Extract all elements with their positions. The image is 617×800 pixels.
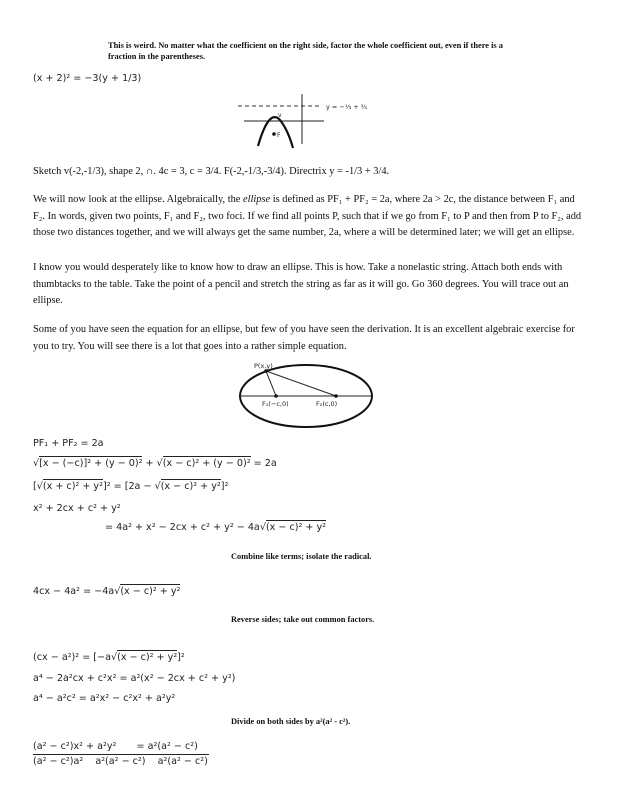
eq2-radicand-1: [x − (−c)]² + (y − 0)²	[39, 458, 143, 469]
intro-note: This is weird. No matter what the coefficient on the right side, factor the whole coefficient out, even if there is a fraction in the parentheses.	[108, 41, 503, 61]
note-divide-both-sides: Divide on both sides by a²(a² - c²).	[231, 717, 351, 726]
p1-text-b: is defined as PF₁ + PF₂ = 2a, where 2a > 2c, the distance between F₁ and F₂. In words, given two points, F₁ and F₂, two foci. If we find all points P, such that if we go from F₁ to P and then from P to F₂, add those two distances together, and we will always get the same number, 2a, where a will be determined later; we will get an ellipse.	[33, 194, 582, 239]
eq3-mid: ]² = [2a −	[102, 481, 152, 492]
equation-10-numerators	[33, 741, 209, 755]
equation-6: 4cx − 4a² = −4a√(x − c)² + y²	[33, 586, 181, 597]
eq2-radicand-2: (x − c)² + (y − 0)²	[162, 458, 251, 469]
equation-4: x² + 2cx + c² + y²	[33, 503, 121, 514]
equation-8: a⁴ − 2a²cx + c²x² = a²(x² − 2cx + c² + y²)	[33, 673, 236, 684]
vertex-label: v	[278, 112, 282, 119]
parabola-sketch	[236, 94, 386, 152]
equation-7: (cx − a²)² = [−a√(x − c)² + y²]²	[33, 652, 185, 663]
equation-10-denominators	[33, 756, 208, 768]
equation-1: PF₁ + PF₂ = 2a	[33, 438, 104, 449]
eq10-denominator-1: (a² − c²)a²	[33, 756, 84, 767]
sketch-instructions: Sketch v(-2,-1/3), shape 2, ∩. 4c = 3, c = 3/4. F(-2,-1/3,-3/4). Directrix y = -1/3 + 3/4.	[33, 166, 390, 177]
parabola-curve	[258, 117, 293, 148]
ellipse-diagram	[236, 358, 376, 434]
eq3-close: ]²	[220, 481, 229, 492]
directrix-label: y = −⅓ + ¾	[326, 103, 368, 111]
eq3-radicand-1: (x + c)² + y²	[42, 481, 103, 492]
eq2-rhs: = 2a	[253, 458, 277, 469]
eq7-close: ]²	[177, 652, 185, 663]
ellipse-definition-paragraph	[33, 192, 586, 242]
focus-point	[272, 132, 276, 136]
eq10-numerator-1: (a² − c²)x² + a²y²	[33, 741, 117, 752]
segment-pf2	[266, 371, 336, 396]
eq2-plus: +	[145, 458, 154, 469]
derivation-intro-paragraph: Some of you have seen the equation for an ellipse, but few of you have seen the derivation. It is an excellent algebraic exercise for you to try. You will see there is a lot that goes into a rather simple equation.	[33, 324, 575, 352]
p1-text-a: We will now look at the ellipse. Algebraically, the	[33, 194, 243, 205]
point-p-label: P(x,y)	[254, 362, 273, 370]
eq10-equals: =	[136, 741, 145, 752]
focus-label: F	[277, 132, 281, 139]
focus2-label: F₂(c,0)	[316, 400, 338, 408]
equation-3: [√(x + c)² + y²]² = [2a − √(x − c)² + y²]²	[33, 481, 229, 492]
focus1-label: F₁(−c,0)	[262, 400, 289, 408]
draw-ellipse-paragraph: I know you would desperately like to know how to draw an ellipse. This is how. Take a nonelastic string. Attach both ends with thumbtacks to the table. Take the point of a pencil and stretch the string as far as it will go. Go 360 degrees. You will trace out an ellipse.	[33, 262, 569, 307]
eq10-numerator-row	[33, 741, 209, 755]
eq7-text: (cx − a²)² = [−a	[33, 652, 111, 663]
eq6-radicand: (x − c)² + y²	[120, 586, 181, 597]
eq10-denominator-2: a²(a² − c²)	[95, 756, 146, 767]
equation-9: a⁴ − a²c² = a²x² − c²x² + a²y²	[33, 693, 176, 704]
equation-5: = 4a² + x² − 2cx + c² + y² − 4a√(x − c)² + y²	[105, 522, 327, 533]
equation-2: √[x − (−c)]² + (y − 0)² + √(x − c)² + (y − 0)² = 2a	[33, 458, 277, 469]
eq10-denominator-3: a²(a² − c²)	[157, 756, 208, 767]
eq5-text: = 4a² + x² − 2cx + c² + y² − 4a	[105, 522, 260, 533]
note-combine-like-terms: Combine like terms; isolate the radical.	[231, 552, 372, 561]
eq3-open: [	[33, 481, 37, 492]
focus1-point	[274, 394, 278, 398]
p1-italic-ellipse: ellipse	[243, 194, 271, 205]
parabola-equation: (x + 2)² = −3(y + 1/3)	[33, 73, 142, 84]
segment-pf1	[266, 371, 276, 396]
eq10-numerator-2: a²(a² − c²)	[147, 741, 198, 752]
note-reverse-sides: Reverse sides; take out common factors.	[231, 615, 375, 624]
focus2-point	[334, 394, 338, 398]
eq3-radicand-2: (x − c)² + y²	[160, 481, 221, 492]
eq6-text: 4cx − 4a² = −4a	[33, 586, 115, 597]
eq5-radicand: (x − c)² + y²	[265, 522, 327, 533]
eq7-radicand: (x − c)² + y²	[117, 652, 178, 663]
